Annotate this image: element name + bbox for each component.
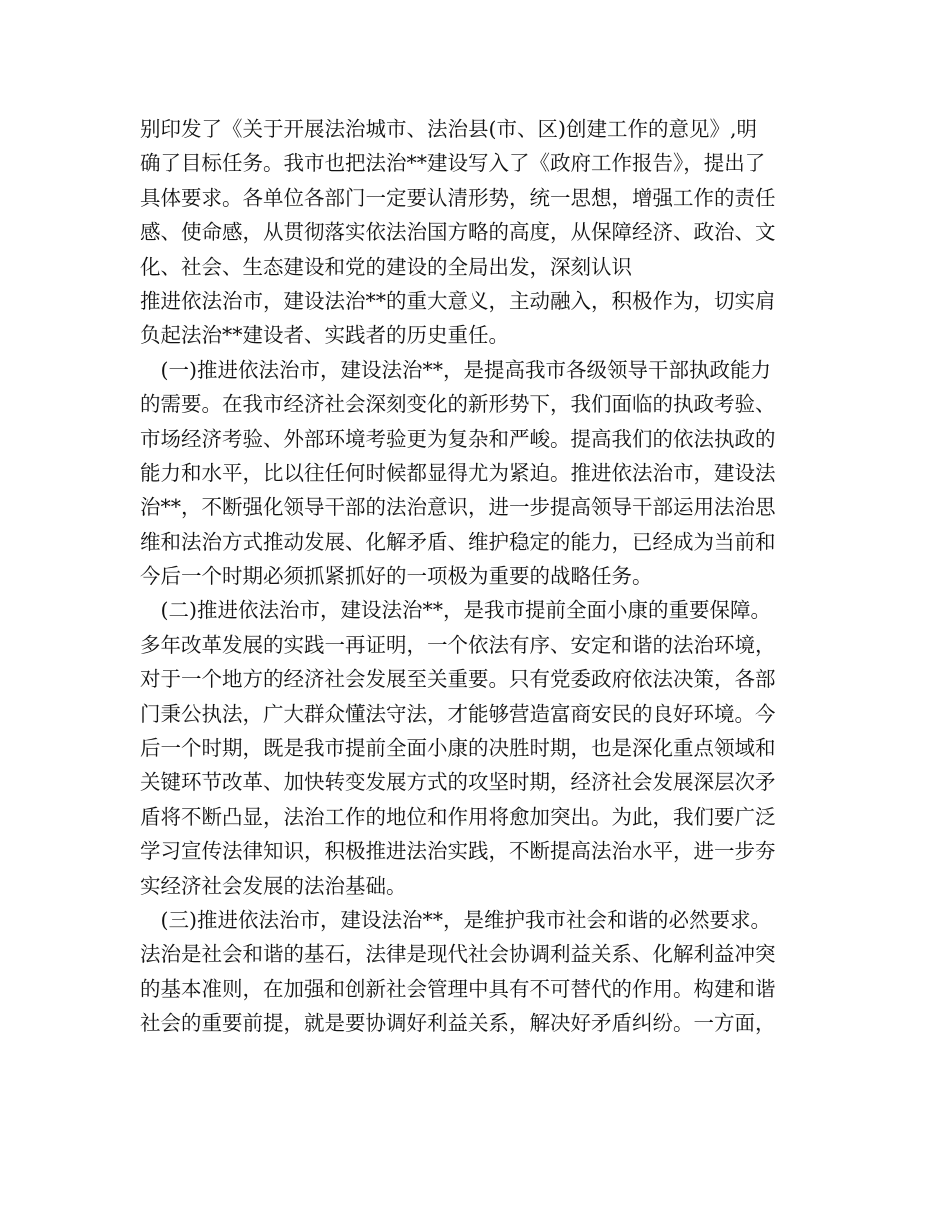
text-line: 负起法治**建设者、实践者的历史重任。 — [140, 323, 509, 348]
text-line: 治**，不断强化领导干部的法治意识，进一步提高领导干部运用法治思 — [140, 495, 776, 520]
text-line: 社会的重要前提，就是要协调好利益关系，解决好矛盾纠纷。一方面， — [140, 1011, 776, 1036]
text-line: 市场经济考验、外部环境考验更为复杂和严峻。提高我们的依法执政的 — [140, 426, 776, 451]
text-line: 确了目标任务。我市也把法治**建设写入了《政府工作报告》，提出了 — [140, 151, 766, 176]
text-line: 今后一个时期必须抓紧抓好的一项极为重要的战略任务。 — [140, 564, 653, 589]
text-line: 别印发了《关于开展法治城市、法治县(市、区)创建工作的意见》,明 — [140, 117, 758, 141]
text-line: 后一个时期，既是我市提前全面小康的决胜时期，也是深化重点领域和 — [140, 736, 776, 761]
text-line: 感、使命感，从贯彻落实依法治国方略的高度，从保障经济、政治、文 — [140, 220, 776, 245]
paragraph-1-start: (一)推进依法治市，建设法治**，是提高我市各级领导干部执政能力 — [140, 357, 771, 382]
text-line: 门秉公执法，广大群众懂法守法，才能够营造富商安民的良好环境。今 — [140, 701, 776, 726]
text-line: 关键环节改革、加快转变发展方式的攻坚时期，经济社会发展深层次矛 — [140, 770, 776, 795]
text-line: 具体要求。各单位各部门一定要认清形势，统一思想，增强工作的责任 — [140, 185, 776, 210]
text-line: 盾将不断凸显，法治工作的地位和作用将愈加突出。为此，我们要广泛 — [140, 804, 776, 829]
text-line: 能力和水平，比以往任何时候都显得尤为紧迫。推进依法治市，建设法 — [140, 460, 776, 485]
text-line: 多年改革发展的实践一再证明，一个依法有序、安定和谐的法治环境， — [140, 632, 776, 657]
text-line: 的基本准则，在加强和创新社会管理中具有不可替代的作用。构建和谐 — [140, 976, 776, 1001]
text-line: 学习宣传法律知识，积极推进法治实践，不断提高法治水平，进一步夯 — [140, 839, 776, 864]
text-line: 法治是社会和谐的基石，法律是现代社会协调利益关系、化解利益冲突 — [140, 942, 776, 967]
paragraph-3-start: (三)推进依法治市，建设法治**，是维护我市社会和谐的必然要求。 — [140, 907, 771, 932]
paragraph-2-start: (二)推进依法治市，建设法治**，是我市提前全面小康的重要保障。 — [140, 598, 771, 623]
text-line: 推进依法治市，建设法治**的重大意义，主动融入，积极作为，切实肩 — [140, 288, 776, 313]
body-text — [140, 112, 820, 1041]
text-line: 维和法治方式推动发展、化解矛盾、维护稳定的能力，已经成为当前和 — [140, 529, 776, 554]
text-line: 的需要。在我市经济社会深刻变化的新形势下，我们面临的执政考验、 — [140, 392, 776, 417]
text-line: 对于一个地方的经济社会发展至关重要。只有党委政府依法决策，各部 — [140, 667, 776, 692]
text-line: 化、社会、生态建设和党的建设的全局出发，深刻认识 — [140, 254, 632, 279]
text-line: 实经济社会发展的法治基础。 — [140, 873, 407, 898]
